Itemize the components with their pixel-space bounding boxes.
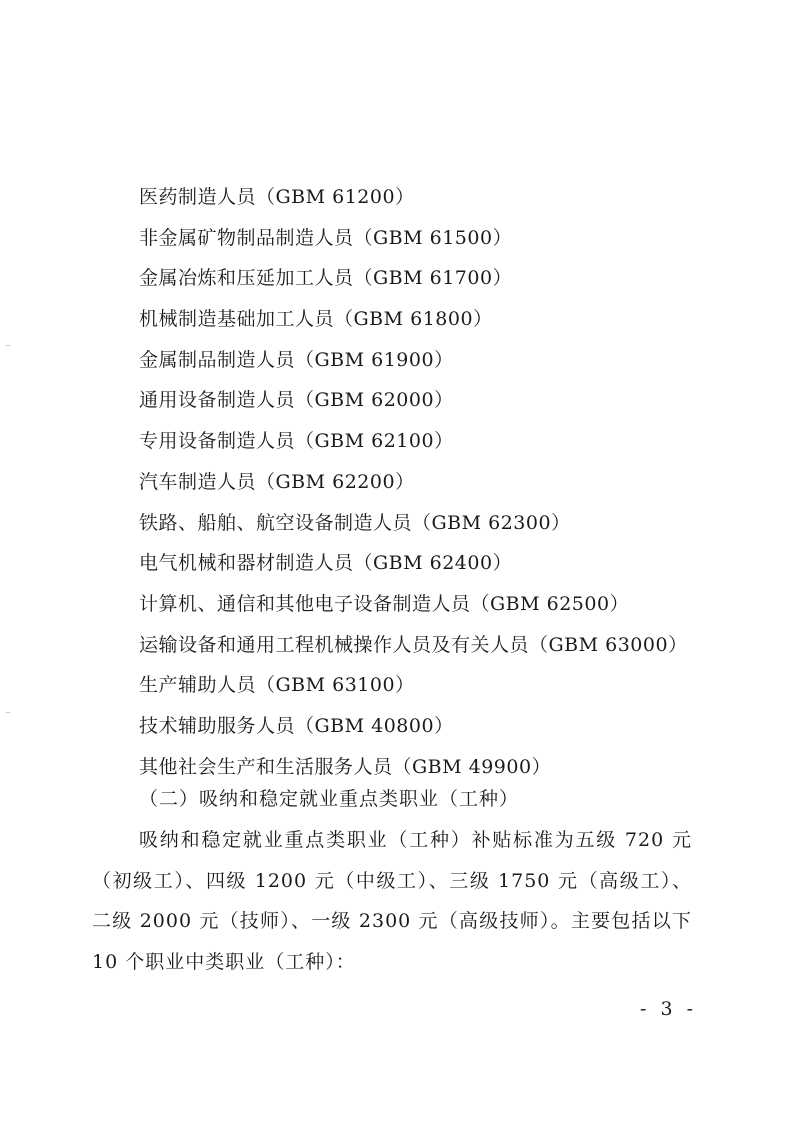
list-item: 电气机械和器材制造人员（GBM 62400）	[139, 552, 513, 575]
list-item: 其他社会生产和生活服务人员（GBM 49900）	[139, 755, 552, 778]
body-paragraph: 吸纳和稳定就业重点类职业（工种）补贴标准为五级 720 元（初级工）、四级 1200 元（中级工）、三级 1750 元（高级工）、二级 2000 元（技师）、一级 2300 元（高级技师）。主要包括以下 10 个职业中类职业（工种）：	[92, 829, 692, 973]
list-item: 汽车制造人员（GBM 62200）	[139, 470, 415, 493]
list-item: 计算机、通信和其他电子设备制造人员（GBM 62500）	[139, 592, 630, 615]
occupation-list	[139, 177, 739, 787]
page-number: - 3 -	[640, 998, 698, 1020]
list-item: 机械制造基础加工人员（GBM 61800）	[139, 308, 493, 331]
list-item: 金属冶炼和压延加工人员（GBM 61700）	[139, 267, 513, 290]
list-item: 运输设备和通用工程机械操作人员及有关人员（GBM 63000）	[139, 633, 688, 656]
list-item: 非金属矿物制品制造人员（GBM 61500）	[139, 226, 513, 249]
list-item: 生产辅助人员（GBM 63100）	[139, 674, 415, 697]
list-item: 通用设备制造人员（GBM 62000）	[139, 389, 454, 412]
scan-mark	[6, 712, 10, 713]
list-item: 金属制品制造人员（GBM 61900）	[139, 348, 454, 371]
section-heading: （二）吸纳和稳定就业重点类职业（工种）	[139, 788, 520, 810]
list-item: 专用设备制造人员（GBM 62100）	[139, 430, 454, 453]
list-item: 医药制造人员（GBM 61200）	[139, 186, 415, 208]
list-item: 技术辅助服务人员（GBM 40800）	[139, 714, 454, 737]
scan-mark	[6, 345, 10, 346]
list-item: 铁路、船舶、航空设备制造人员（GBM 62300）	[139, 511, 571, 534]
